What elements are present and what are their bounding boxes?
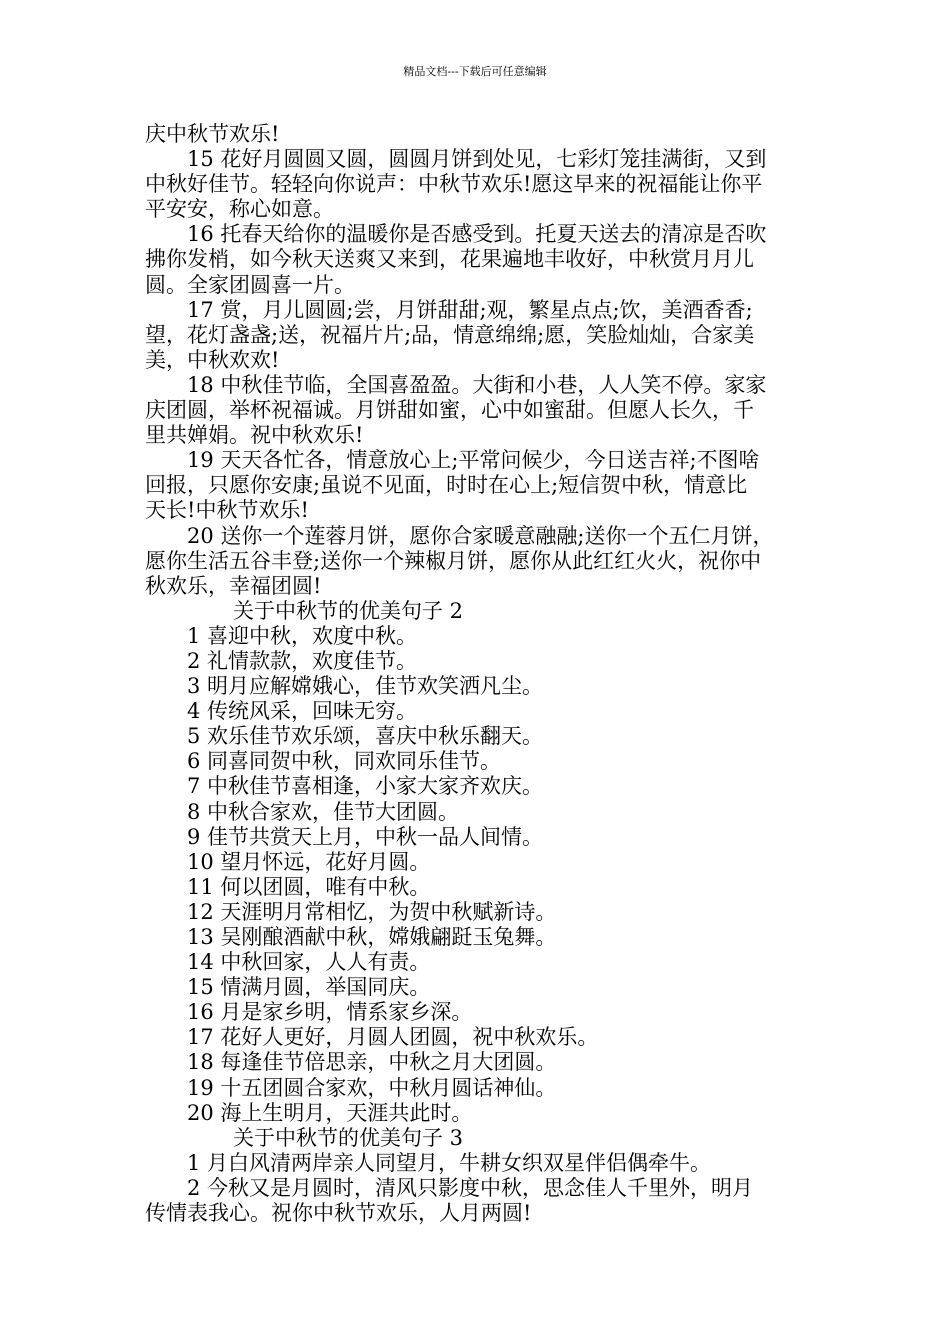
text-line: 20 送你一个莲蓉月饼，愿你合家暖意融融;送你一个五仁月饼， xyxy=(187,523,774,548)
text-line: 里共婵娟。祝中秋欢乐! xyxy=(145,423,364,448)
text-line: 20 海上生明月，天涯共此时。 xyxy=(187,1100,473,1125)
text-line: 12 天涯明月常相忆，为贺中秋赋新诗。 xyxy=(187,899,557,924)
text-line: 10 望月怀远，花好月圆。 xyxy=(187,849,431,874)
text-line: 13 吴刚酿酒献中秋，嫦娥翩跹玉兔舞。 xyxy=(187,925,557,949)
text-line: 传情表我心。祝你中秋节欢乐，人月两圆! xyxy=(145,1201,532,1226)
text-line: 19 十五团圆合家欢，中秋月圆话神仙。 xyxy=(187,1075,557,1100)
text-line: 15 花好月圆圆又圆，圆圆月饼到处见，七彩灯笼挂满街，又到 xyxy=(187,147,767,172)
page-header: 精品文档---下载后可任意编辑 xyxy=(403,65,547,78)
text-line: 7 中秋佳节喜相逢，小家大家齐欢庆。 xyxy=(187,774,544,799)
text-line: 回报，只愿你安康;虽说不见面，时时在心上;短信贺中秋，情意比 xyxy=(145,473,748,498)
section-heading: 关于中秋节的优美句子 2 xyxy=(233,598,464,623)
text-line: 庆中秋节欢乐! xyxy=(145,122,280,146)
text-line: 5 欢乐佳节欢乐颂，喜庆中秋乐翻天。 xyxy=(187,724,544,749)
document-body xyxy=(145,122,815,1226)
text-line: 2 今秋又是月圆时，清风只影度中秋，思念佳人千里外，明月 xyxy=(187,1175,754,1200)
section-heading: 关于中秋节的优美句子 3 xyxy=(233,1125,464,1150)
text-line: 11 何以团圆，唯有中秋。 xyxy=(187,874,431,899)
text-line: 8 中秋合家欢，佳节大团圆。 xyxy=(187,799,460,824)
text-line: 18 中秋佳节临，全国喜盈盈。大街和小巷，人人笑不停。家家 xyxy=(187,372,767,397)
text-line: 3 明月应解嫦娥心，佳节欢笑洒凡尘。 xyxy=(187,674,544,699)
text-line: 16 月是家乡明，情系家乡深。 xyxy=(187,1000,473,1025)
text-line: 17 赏，月儿圆圆;尝，月饼甜甜;观，繁星点点;饮，美酒香香; xyxy=(187,297,753,322)
text-line: 圆。全家团圆喜一片。 xyxy=(145,272,355,297)
text-line: 庆团圆，举杯祝福诚。月饼甜如蜜，心中如蜜甜。但愿人长久，千 xyxy=(145,398,754,423)
text-line: 平安安，称心如意。 xyxy=(145,197,334,222)
text-line: 天长!中秋节欢乐! xyxy=(145,498,309,523)
text-line: 1 月白风清两岸亲人同望月，牛耕女织双星伴侣偶牵牛。 xyxy=(187,1150,712,1175)
text-line: 4 传统风采，回味无穷。 xyxy=(187,699,418,724)
text-line: 美，中秋欢欢! xyxy=(145,347,280,372)
text-line: 愿你生活五谷丰登;送你一个辣椒月饼，愿你从此红红火火，祝你中 xyxy=(145,548,762,573)
text-line: 望，花灯盏盏;送，祝福片片;品，情意绵绵;愿，笑脸灿灿，合家美 xyxy=(145,322,755,347)
text-line: 拂你发梢，如今秋天送爽又来到，花果遍地丰收好，中秋赏月月儿 xyxy=(145,247,754,272)
text-line: 16 托春天给你的温暖你是否感受到。托夏天送去的清凉是否吹 xyxy=(187,222,767,247)
text-line: 17 花好人更好，月圆人团圆，祝中秋欢乐。 xyxy=(187,1025,599,1050)
text-line: 19 天天各忙各，情意放心上;平常问候少，今日送吉祥;不图啥 xyxy=(187,448,760,473)
text-line: 秋欢乐，幸福团圆! xyxy=(145,573,322,598)
text-line: 6 同喜同贺中秋，同欢同乐佳节。 xyxy=(187,749,502,774)
text-line: 18 每逢佳节倍思亲，中秋之月大团圆。 xyxy=(187,1050,557,1075)
text-line: 14 中秋回家，人人有责。 xyxy=(187,950,431,975)
text-line: 15 情满月圆，举国同庆。 xyxy=(187,975,431,1000)
text-line: 9 佳节共赏天上月，中秋一品人间情。 xyxy=(187,824,544,849)
text-line: 中秋好佳节。轻轻向你说声：中秋节欢乐!愿这早来的祝福能让你平 xyxy=(145,172,763,197)
text-line: 2 礼情款款，欢度佳节。 xyxy=(187,648,418,673)
text-line: 1 喜迎中秋，欢度中秋。 xyxy=(187,623,418,648)
